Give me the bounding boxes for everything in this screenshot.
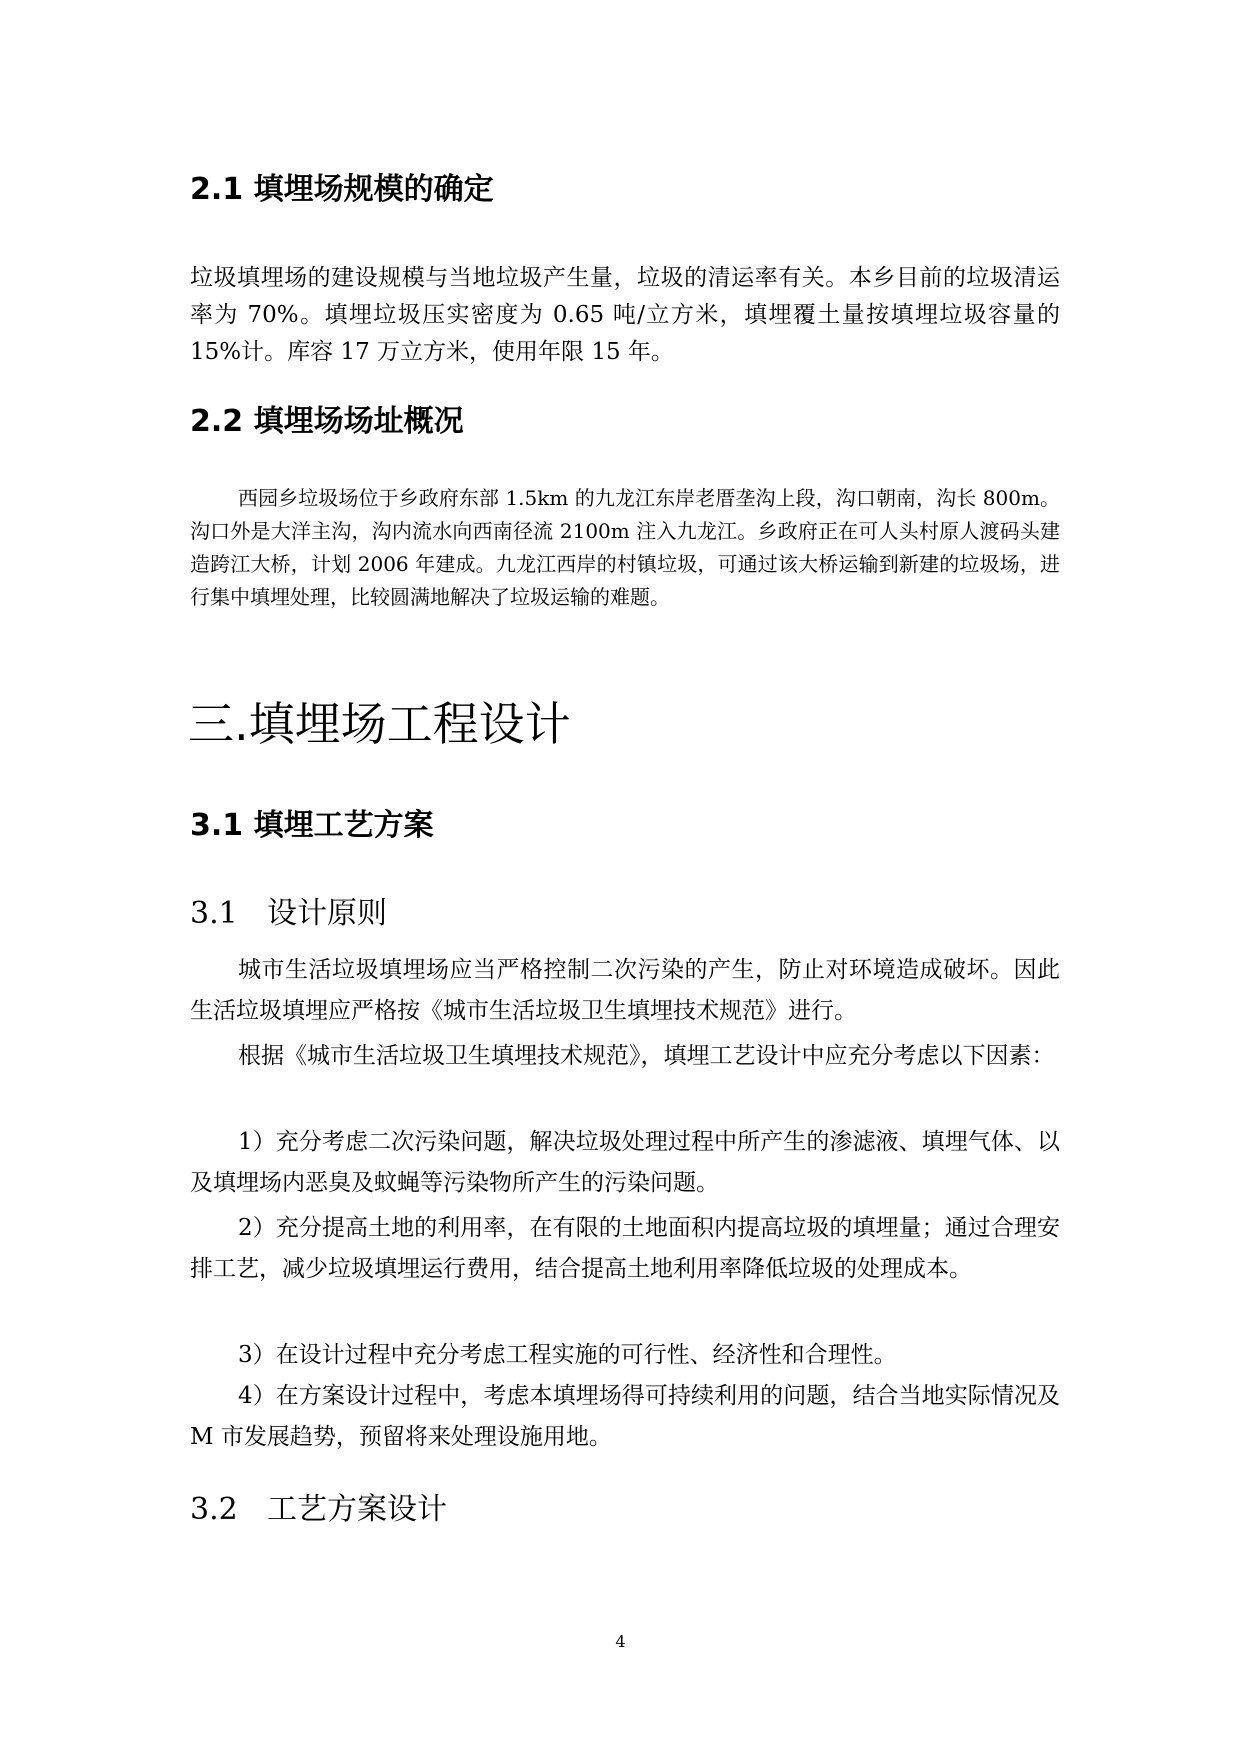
list-item-4: 4）在方案设计过程中，考虑本填埋场得可持续利用的问题，结合当地实际情况及 M 市发展趋势，预留将来处理设施用地。 — [190, 1383, 1060, 1450]
subsection-title: 设计原则 — [267, 896, 387, 931]
list-item-2: 2）充分提高土地的利用率，在有限的土地面积内提高垃圾的填埋量；通过合理安排工艺，减少垃圾填埋运行费用，结合提高土地利用率降低垃圾的处理成本。 — [190, 1215, 1060, 1282]
subsection-number: 3.1 — [190, 896, 238, 931]
subsection-heading-process-design — [190, 1490, 447, 1530]
paragraph-scale: 垃圾填埋场的建设规模与当地垃圾产生量，垃圾的清运率有关。本乡目前的垃圾清运率为 70%。填埋垃圾压实密度为 0.65 吨/立方米，填埋覆土量按填埋垃圾容量的 15%计。库容 17 万立方米，使用年限 15 年。 — [190, 265, 1060, 365]
paragraph-site-overview: 西园乡垃圾场位于乡政府东部 1.5km 的九龙江东岸老厝垄沟上段，沟口朝南，沟长 800m。沟口外是大洋主沟，沟内流水向西南径流 2100m 注入九龙江。乡政府正在可人头村原人渡码头建造跨江大桥，计划 2006 年建成。九龙江西岸的村镇垃圾，可通过该大桥运输到新建的垃圾场，进行集中填埋处理，比较圆满地解决了垃圾运输的难题。 — [190, 486, 1060, 609]
subsection-number: 3.2 — [190, 1492, 238, 1527]
page-number: 4 — [615, 1632, 626, 1651]
list-item-1: 1）充分考虑二次污染问题，解决垃圾处理过程中所产生的渗滤液、填埋气体、以及填埋场内恶臭及蚊蝇等污染物所产生的污染问题。 — [190, 1129, 1060, 1196]
section-heading-2-2: 2.2 填埋场场址概况 — [190, 404, 464, 439]
subsection-title: 工艺方案设计 — [267, 1492, 447, 1527]
section-heading-3-1: 3.1 填埋工艺方案 — [190, 808, 434, 843]
paragraph-factors-intro: 根据《城市生活垃圾卫生填埋技术规范》，填埋工艺设计中应充分考虑以下因素： — [238, 1043, 1055, 1069]
subsection-heading-design-principles — [190, 894, 387, 934]
paragraph-principles-intro: 城市生活垃圾填埋场应当严格控制二次污染的产生，防止对环境造成破坏。因此生活垃圾填埋应严格按《城市生活垃圾卫生填埋技术规范》进行。 — [190, 957, 1060, 1024]
section-heading-2-1: 2.1 填埋场规模的确定 — [190, 172, 494, 207]
list-item-3: 3）在设计过程中充分考虑工程实施的可行性、经济性和合理性。 — [238, 1342, 897, 1368]
chapter-title-3: 三.填埋场工程设计 — [188, 697, 571, 751]
